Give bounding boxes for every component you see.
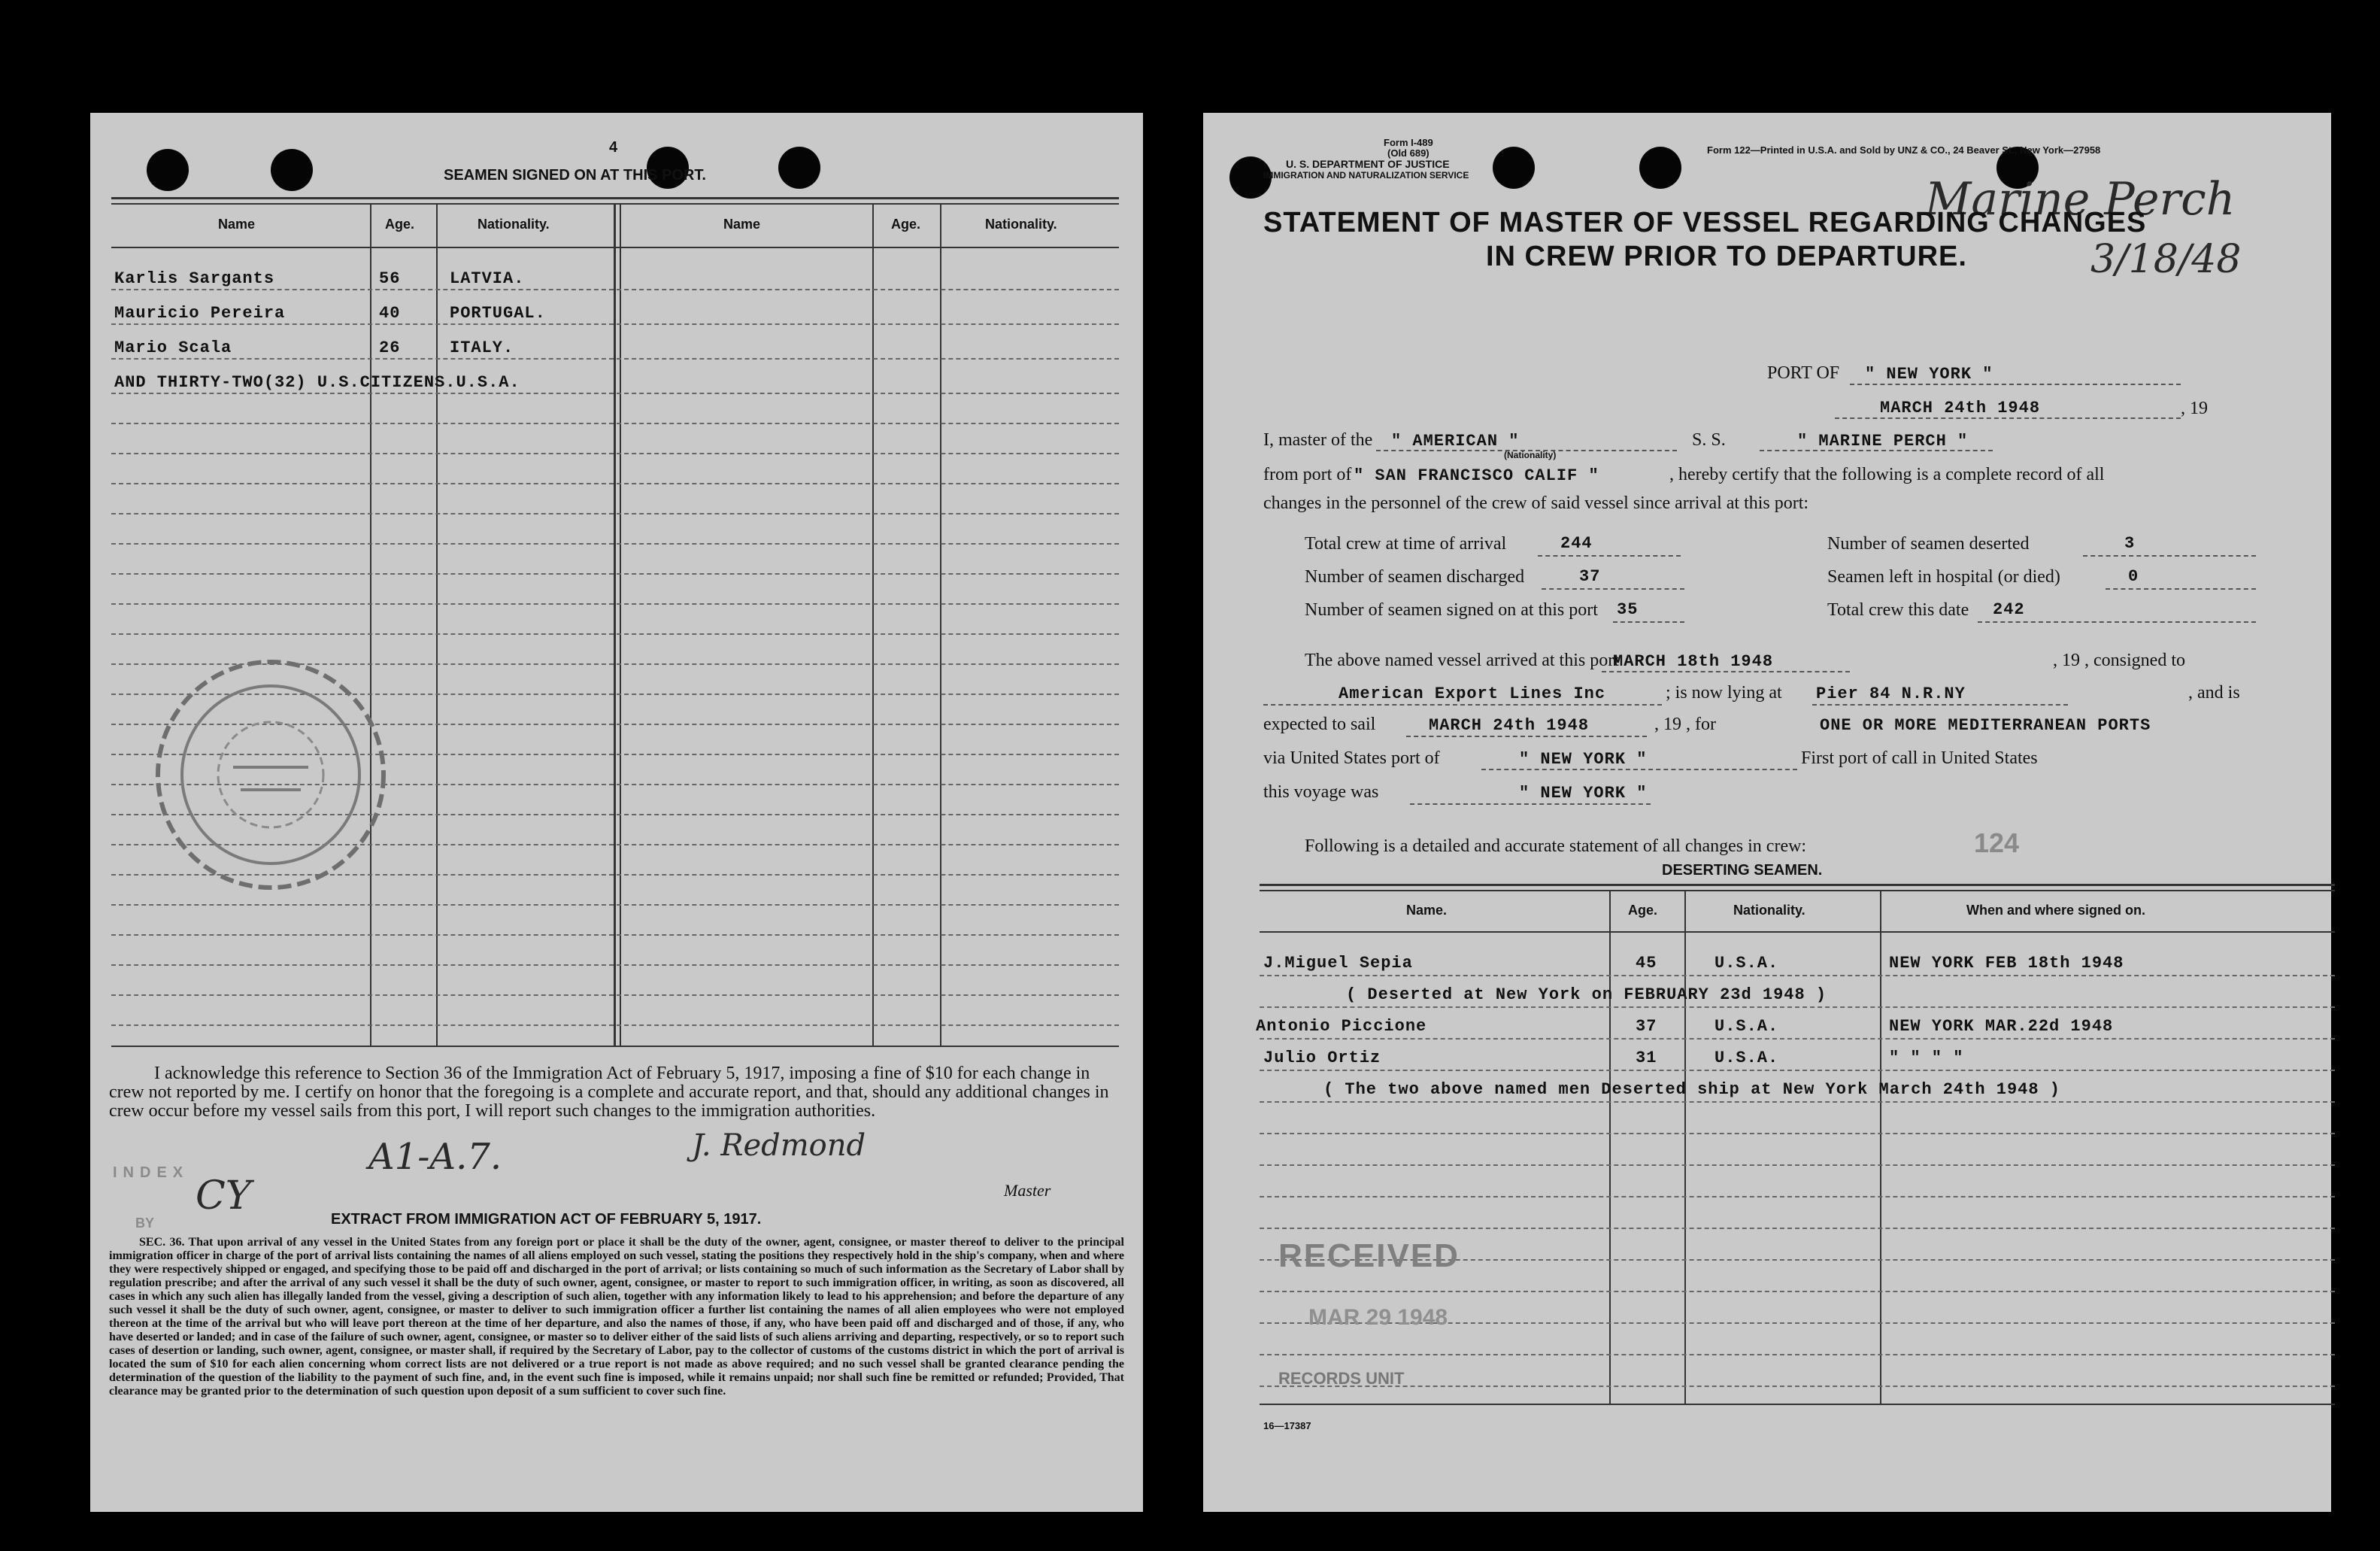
table-row-line [1260, 975, 2335, 976]
table-row-line [111, 393, 1119, 394]
crew-age: 26 [379, 338, 401, 357]
column-divider [614, 203, 616, 1046]
fill-line [1542, 588, 1684, 590]
total-crew-arrival-value: 244 [1560, 534, 1593, 553]
hospital-value: 0 [2128, 567, 2139, 586]
table-row-line [111, 994, 1119, 996]
deserted-label: Number of seamen deserted [1827, 534, 2030, 554]
footer-code: 16—17387 [1263, 1420, 1311, 1431]
table-row-line [111, 483, 1119, 484]
fill-line [1613, 621, 1684, 623]
column-header-name: Name [218, 217, 256, 232]
consigned-label: , 19 , consigned to [2053, 651, 2185, 670]
deserter-age: 31 [1636, 1049, 1657, 1067]
table-row-line [111, 1024, 1119, 1026]
signed-on-label: Number of seamen signed on at this port [1305, 600, 1598, 620]
discharged-label: Number of seamen discharged [1305, 567, 1525, 587]
signed-on-value: 35 [1617, 600, 1639, 619]
lying-value: Pier 84 N.R.NY [1816, 684, 1966, 703]
fill-line [1376, 450, 1677, 451]
column-header-name: Name [723, 217, 761, 232]
punch-hole [1639, 147, 1681, 189]
from-port-label: from port of [1263, 465, 1352, 484]
fill-line [1410, 803, 1651, 805]
deserted-value: 3 [2124, 534, 2136, 553]
table-top-rule [1260, 890, 2335, 891]
deserter-note: ( Deserted at New York on FEBRUARY 23d 1948 ) [1346, 985, 1827, 1004]
acknowledgement-text: I acknowledge this reference to Section 36 of the Immigration Act of February 5, 1917, imposing a fine of $10 for each change in crew not reported by me. I certify on honor that the foregoing is a complete and accurate report, and that, should any additional changes in crew occur before my vessel sails from this port, I will report such changes to the immigration authorities. [109, 1064, 1109, 1121]
service: IMMIGRATION AND NATURALIZATION SERVICE [1263, 170, 1469, 181]
header-rule [1260, 931, 2335, 933]
and-is-label: , and is [2188, 683, 2240, 703]
received-stamp: RECEIVED [1278, 1237, 1460, 1274]
table-top-rule [1260, 884, 2335, 886]
from-port-value: " SAN FRANCISCO CALIF " [1354, 466, 1599, 485]
handwritten-initials: A1-A.7. [368, 1136, 502, 1178]
printer-line: Form 122—Printed in U.S.A. and Sold by UNZ & CO., 24 Beaver St., New York—27958 [1707, 144, 2101, 156]
column-divider [1609, 890, 1611, 1404]
fill-line [1835, 417, 2181, 419]
sail-label: expected to sail [1263, 715, 1376, 734]
punch-hole [778, 147, 820, 189]
fill-line [1760, 450, 1993, 451]
table-bottom-rule [1260, 1404, 2335, 1405]
table-row-line [111, 904, 1119, 906]
table-row-line [111, 964, 1119, 966]
certify-text-2: changes in the personnel of the crew of said vessel since arrival at this port: [1263, 493, 1809, 513]
table-row-line [111, 358, 1119, 360]
sail-destination: ONE OR MORE MEDITERRANEAN PORTS [1820, 716, 2151, 735]
total-crew-date-value: 242 [1993, 600, 2025, 619]
stamp-number: 124 [1974, 827, 2020, 858]
crew-age: 40 [379, 304, 401, 323]
left-page [90, 113, 1143, 1512]
arrived-label: The above named vessel arrived at this port [1305, 651, 1619, 670]
port-stamp [150, 654, 391, 895]
date-suffix: , 19 [2181, 399, 2208, 418]
crew-name: Mario Scala [114, 338, 232, 357]
deserter-nationality: U.S.A. [1715, 1017, 1779, 1036]
total-crew-arrival-label: Total crew at time of arrival [1305, 534, 1507, 554]
table-row-line [1260, 1228, 2335, 1229]
fill-line [2083, 555, 2256, 557]
right-page [1203, 113, 2331, 1512]
ship-value: " MARINE PERCH " [1797, 432, 1969, 451]
column-divider [436, 203, 438, 1046]
fill-line [1812, 704, 2068, 706]
fill-line [1602, 671, 1850, 672]
index-stamp: INDEX [113, 1164, 189, 1181]
discharged-value: 37 [1579, 567, 1601, 586]
hospital-label: Seamen left in hospital (or died) [1827, 567, 2060, 587]
fill-line [1538, 555, 1681, 557]
arrived-value: MARCH 18th 1948 [1613, 652, 1774, 671]
table-row-line [1260, 1164, 2335, 1166]
deserter-age: 37 [1636, 1017, 1657, 1036]
via-label: via United States port of [1263, 748, 1440, 768]
crew-nationality: ITALY. [450, 338, 514, 357]
deserter-name: J.Miguel Sepia [1263, 954, 1413, 973]
table-row-line [1260, 1133, 2335, 1134]
table-row-line [1260, 1101, 2335, 1103]
department: U. S. DEPARTMENT OF JUSTICE [1286, 158, 1450, 170]
column-header-age: Age. [385, 217, 415, 232]
deserting-title: DESERTING SEAMEN. [1662, 862, 1823, 879]
crew-nationality: PORTUGAL. [450, 304, 546, 323]
deserter-nationality: U.S.A. [1715, 954, 1779, 973]
column-divider [872, 203, 874, 1046]
fill-line [1978, 621, 2256, 623]
fill-line [1406, 736, 1647, 737]
column-divider [370, 203, 371, 1046]
table-row-line [1260, 1386, 2335, 1387]
table-row-line [111, 633, 1119, 635]
extract-title: EXTRACT FROM IMMIGRATION ACT OF FEBRUARY 5, 1917. [331, 1211, 762, 1228]
fill-line [1263, 704, 1662, 706]
form-number: Form I-489 [1384, 137, 1433, 148]
deserter-signed-on: NEW YORK MAR.22d 1948 [1889, 1017, 2114, 1036]
column-header-nationality: Nationality. [985, 217, 1057, 232]
deserter-note: ( The two above named men Deserted ship at New York March 24th 1948 ) [1323, 1080, 2060, 1099]
lying-label: ; is now lying at [1666, 683, 1782, 703]
port-value: " NEW YORK " [1865, 365, 1993, 384]
table-row-line [1260, 1196, 2335, 1197]
punch-hole [271, 149, 313, 191]
crew-name: Karlis Sargants [114, 269, 275, 288]
deserter-age: 45 [1636, 954, 1657, 973]
date-value: MARCH 24th 1948 [1880, 399, 2041, 417]
deserter-signed-on: " " " " [1889, 1049, 1964, 1067]
form-old-number: (Old 689) [1387, 147, 1430, 159]
crew-summary-line: AND THIRTY-TWO(32) U.S.CITIZENS.U.S.A. [114, 373, 520, 392]
index-initials: CY [196, 1173, 252, 1219]
port-label: PORT OF [1767, 363, 1840, 383]
table-row-line [111, 603, 1119, 605]
column-header-age: Age. [1628, 903, 1658, 918]
total-crew-date-label: Total crew this date [1827, 600, 1969, 620]
column-header-nationality: Nationality. [478, 217, 550, 232]
column-divider [620, 203, 621, 1046]
column-divider [1684, 890, 1686, 1404]
crew-nationality: LATVIA. [450, 269, 525, 288]
fill-line [1850, 384, 2181, 385]
certify-text: , hereby certify that the following is a complete record of all [1669, 465, 2105, 484]
table-row-line [111, 513, 1119, 514]
crew-name: Mauricio Pereira [114, 304, 286, 323]
column-divider [1880, 890, 1881, 1404]
fill-line [2106, 588, 2256, 590]
form-title-line2: IN CREW PRIOR TO DEPARTURE. [1486, 241, 1967, 272]
deserter-name: Antonio Piccione [1256, 1017, 1427, 1036]
ss-label: S. S. [1692, 430, 1726, 450]
handwritten-date: 3/18/48 [2090, 237, 2242, 282]
extract-text: SEC. 36. That upon arrival of any vessel in the United States from any foreign port or place it shall be the duty of the owner, agent, consignee, or master thereof to deliver to the principal immigration officer in charge of the port of arrival lists containing the names of all aliens employed on such vessel, stating the positions they respectively hold in the ship's company, when and where they were respectively shipped or engaged, and specifying those to be paid off and discharged in the port of arrival; or lists containing so much of such information as the Secretary of Labor shall by regulation prescribe; and after the arrival of any such vessel it shall be the duty of such owner, agent, consignee, or master to report to such immigration officer, in writing, as soon as discovered, all cases in which any such alien has illegally landed from the vessel, giving a description of such alien, together with any information likely to lead to his apprehension; and before the departure of any such vessel it shall be the duty of such owner, agent, consignee, or master to deliver to such immigration officer a further list containing the names of all alien employees who were not employed thereon at the time of the arrival but who will leave port thereon at the time of her departure, and also the names of those, if any, who have been paid off and discharged and of those, if any, who have deserted or landed; and in case of the failure of such owner, agent, consignee, or master so to deliver either of the said lists of such aliens arriving and departing, respectively, or so to report such cases of desertion or landing, such owner, agent, consignee, or master shall, if required by the Secretary of Labor, pay to the collector of customs of the customs district in which the port of arrival is located the sum of $10 for each alien concerning whom correct lists are not delivered or a true report is not made as above required; and no such vessel shall be granted clearance pending the determination of the question of the liability to the payment of such fine, and, in the event such fine is imposed, while it remains unpaid; nor shall such fine be remitted or refunded; Provided, That clearance may be granted prior to the determination of such question upon deposit of a sum sufficient to cover such fine. [109, 1236, 1124, 1398]
handwritten-ship-name: Marine Perch [1925, 173, 2236, 226]
via-value: " NEW YORK " [1519, 750, 1648, 769]
deserter-signed-on: NEW YORK FEB 18th 1948 [1889, 954, 2124, 973]
column-header-age: Age. [891, 217, 921, 232]
deserter-nationality: U.S.A. [1715, 1049, 1779, 1067]
table-row-line [111, 323, 1119, 325]
sail-value: MARCH 24th 1948 [1429, 716, 1590, 735]
column-header-nationality: Nationality. [1733, 903, 1805, 918]
fill-line [1481, 769, 1797, 770]
column-header-signed-on: When and where signed on. [1966, 903, 2146, 918]
following-label: Following is a detailed and accurate statement of all changes in crew: [1305, 836, 1807, 856]
table-row-line [111, 934, 1119, 936]
table-row-line [111, 289, 1119, 290]
index-by-label: BY [135, 1216, 155, 1231]
table-row-line [111, 453, 1119, 454]
table-top-rule [111, 197, 1119, 199]
voyage-label: this voyage was [1263, 782, 1379, 802]
voyage-value: " NEW YORK " [1519, 784, 1648, 803]
received-date-stamp: MAR 29 1948 [1308, 1305, 1448, 1330]
table-row-line [1260, 1291, 2335, 1292]
consignee-value: American Export Lines Inc [1339, 684, 1606, 703]
master-label: Master [1004, 1181, 1051, 1200]
column-header-name: Name. [1406, 903, 1448, 918]
master-signature: J. Redmond [692, 1128, 866, 1163]
table-row-line [111, 543, 1119, 545]
nationality-value: " AMERICAN " [1391, 432, 1520, 451]
records-unit-stamp: RECORDS UNIT [1278, 1369, 1405, 1388]
table-row-line [111, 423, 1119, 424]
master-of-label: I, master of the [1263, 430, 1373, 450]
punch-hole [1493, 147, 1535, 189]
nationality-caption: (Nationality) [1504, 450, 1557, 460]
column-divider [940, 203, 941, 1046]
first-port-label: First port of call in United States [1801, 748, 2038, 768]
deserter-name: Julio Ortiz [1263, 1049, 1381, 1067]
page-number: 4 [609, 139, 618, 156]
punch-hole [147, 149, 189, 191]
signed-on-title: SEAMEN SIGNED ON AT THIS PORT. [444, 167, 706, 184]
table-row-line [1260, 1070, 2335, 1071]
table-row-line [1260, 1006, 2335, 1008]
table-bottom-rule [111, 1046, 1119, 1047]
sail-for-label: , 19 , for [1654, 715, 1716, 734]
table-row-line [111, 573, 1119, 575]
table-row-line [1260, 1354, 2335, 1355]
form-title: STATEMENT OF MASTER OF VESSEL REGARDING CHANGES [1263, 207, 2147, 238]
table-row-line [1260, 1038, 2335, 1040]
crew-age: 56 [379, 269, 401, 288]
